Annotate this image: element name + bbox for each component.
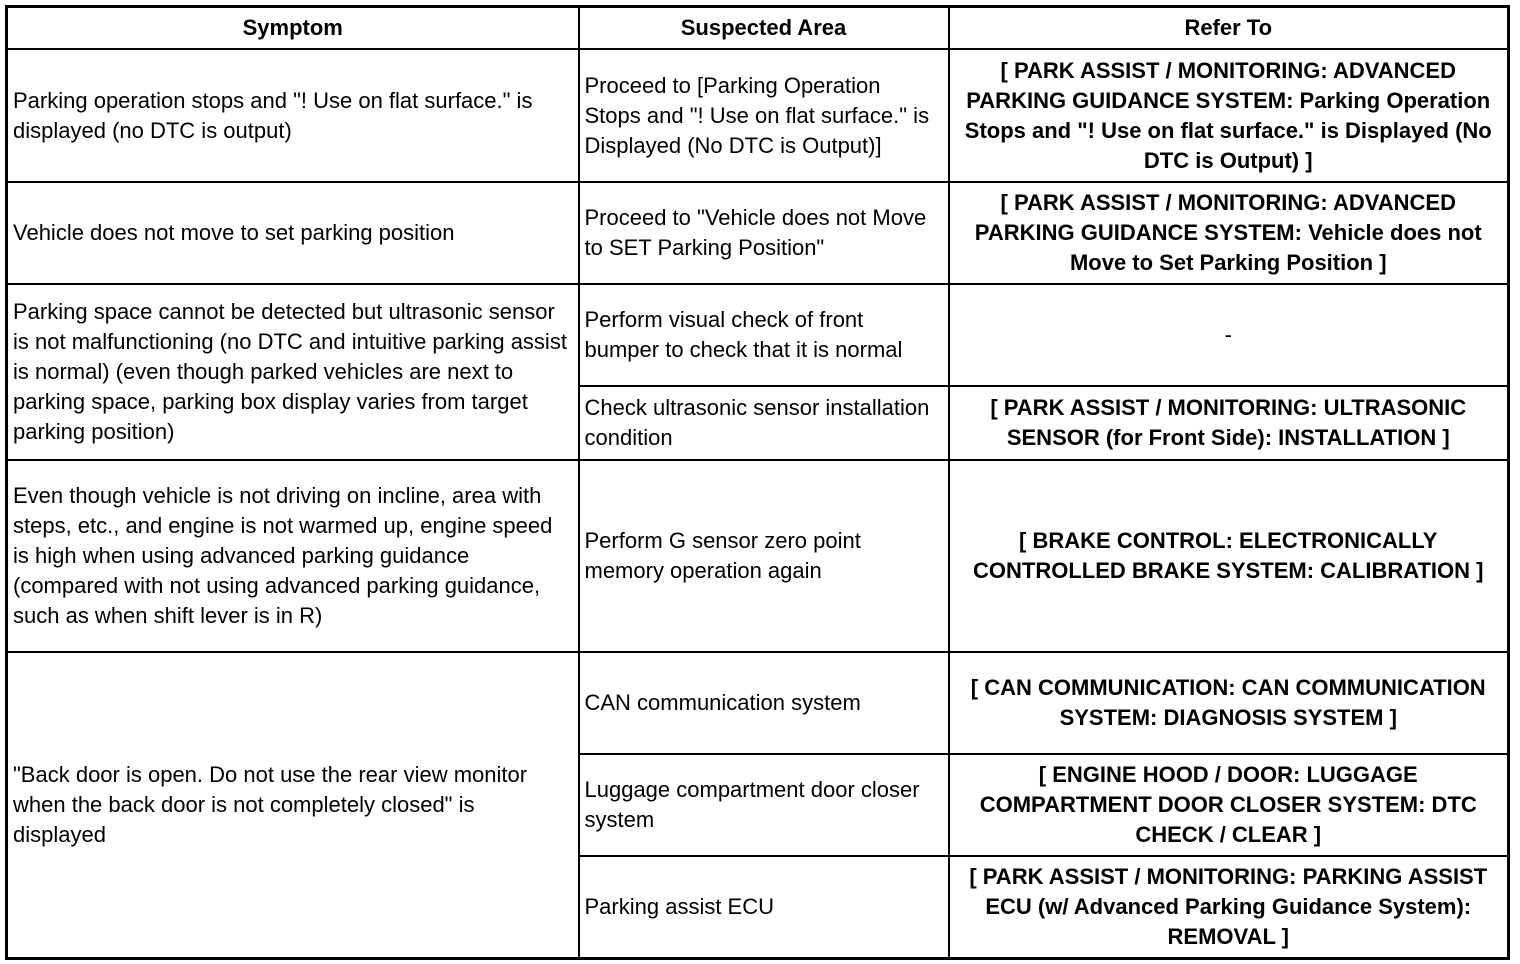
symptom-cell: Parking operation stops and "! Use on flat surface." is displayed (no DTC is output) bbox=[7, 49, 579, 182]
symptom-cell: Vehicle does not move to set parking position bbox=[7, 182, 579, 284]
suspected-area-cell: Check ultrasonic sensor installation condition bbox=[579, 386, 949, 460]
suspected-area-cell: Proceed to "Vehicle does not Move to SET Parking Position" bbox=[579, 182, 949, 284]
troubleshooting-table bbox=[5, 5, 1510, 960]
header-row bbox=[7, 7, 1509, 50]
symptom-cell: Parking space cannot be detected but ultrasonic sensor is not malfunctioning (no DTC and intuitive parking assist is normal) (even though parked vehicles are next to parking space, parking box display varies from target parking position) bbox=[7, 284, 579, 460]
header-refer-to: Refer To bbox=[949, 7, 1509, 50]
suspected-area-cell: Perform G sensor zero point memory operation again bbox=[579, 460, 949, 652]
table-row bbox=[7, 652, 1509, 754]
suspected-area-cell: Perform visual check of front bumper to check that it is normal bbox=[579, 284, 949, 386]
refer-to-cell: - bbox=[949, 284, 1509, 386]
refer-to-link[interactable]: [ PARK ASSIST / MONITORING: PARKING ASSIST ECU (w/ Advanced Parking Guidance System): REMOVAL ] bbox=[949, 856, 1509, 958]
refer-to-link[interactable]: [ CAN COMMUNICATION: CAN COMMUNICATION SYSTEM: DIAGNOSIS SYSTEM ] bbox=[949, 652, 1509, 754]
table-row bbox=[7, 284, 1509, 386]
suspected-area-cell: Proceed to [Parking Operation Stops and "! Use on flat surface." is Displayed (No DTC is Output)] bbox=[579, 49, 949, 182]
symptom-cell: "Back door is open. Do not use the rear view monitor when the back door is not completely closed" is displayed bbox=[7, 652, 579, 958]
header-symptom: Symptom bbox=[7, 7, 579, 50]
table-row bbox=[7, 182, 1509, 284]
suspected-area-cell: Luggage compartment door closer system bbox=[579, 754, 949, 856]
header-suspected-area: Suspected Area bbox=[579, 7, 949, 50]
table-row bbox=[7, 49, 1509, 182]
refer-to-link[interactable]: [ PARK ASSIST / MONITORING: ULTRASONIC SENSOR (for Front Side): INSTALLATION ] bbox=[949, 386, 1509, 460]
table-row bbox=[7, 460, 1509, 652]
suspected-area-cell: Parking assist ECU bbox=[579, 856, 949, 958]
refer-to-link[interactable]: [ BRAKE CONTROL: ELECTRONICALLY CONTROLLED BRAKE SYSTEM: CALIBRATION ] bbox=[949, 460, 1509, 652]
suspected-area-cell: CAN communication system bbox=[579, 652, 949, 754]
refer-to-link[interactable]: [ PARK ASSIST / MONITORING: ADVANCED PARKING GUIDANCE SYSTEM: Vehicle does not Move to Set Parking Position ] bbox=[949, 182, 1509, 284]
symptom-cell: Even though vehicle is not driving on incline, area with steps, etc., and engine is not warmed up, engine speed is high when using advanced parking guidance (compared with not using advanced parking guidance, such as when shift lever is in R) bbox=[7, 460, 579, 652]
refer-to-link[interactable]: [ PARK ASSIST / MONITORING: ADVANCED PARKING GUIDANCE SYSTEM: Parking Operation Stops and "! Use on flat surface." is Displayed (No DTC is Output) ] bbox=[949, 49, 1509, 182]
troubleshooting-table-container bbox=[5, 5, 1510, 960]
refer-to-link[interactable]: [ ENGINE HOOD / DOOR: LUGGAGE COMPARTMENT DOOR CLOSER SYSTEM: DTC CHECK / CLEAR ] bbox=[949, 754, 1509, 856]
